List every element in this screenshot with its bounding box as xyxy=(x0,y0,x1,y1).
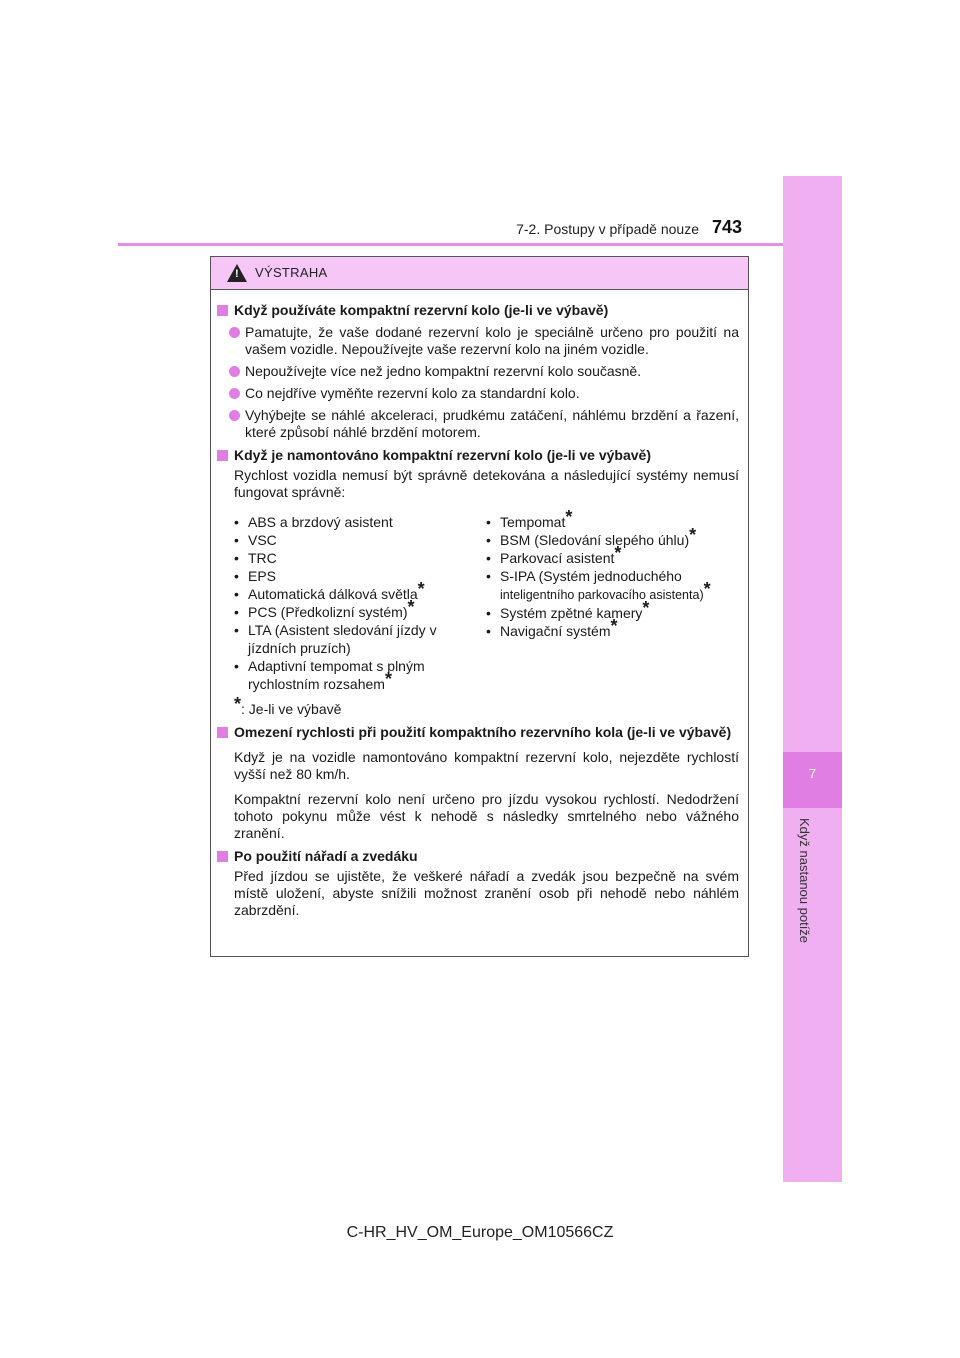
list-item: • S-IPA (Systém jednoduchého inteligentního parkovacího asistenta)* xyxy=(486,567,738,604)
paragraph: Když je na vozidle namontováno kompaktní rezervní kolo, nejezděte rychlostí vyšší než 80 km/h. xyxy=(234,749,739,782)
circle-bullet-icon xyxy=(229,366,240,377)
system-list xyxy=(234,507,739,693)
page-number: 743 xyxy=(712,217,743,237)
footnote: *: Je-li ve výbavě xyxy=(234,694,342,717)
chapter-side-tab xyxy=(783,176,842,1182)
list-item: Co nejdříve vyměňte rezervní kolo za standardní kolo. xyxy=(229,385,739,402)
warning-title: VÝSTRAHA xyxy=(255,265,328,280)
list-item: • Systém zpětné kamery* xyxy=(486,604,738,622)
warning-header xyxy=(211,257,748,290)
circle-bullet-icon xyxy=(229,327,240,338)
list-item: • Parkovací asistent* xyxy=(486,549,738,567)
square-bullet-icon xyxy=(217,305,228,316)
square-bullet-icon xyxy=(217,450,228,461)
list-item: • TRC xyxy=(234,549,486,567)
paragraph: Před jízdou se ujistěte, že veškeré nářadí a zvedák jsou bezpečně na svém místě uložení, abyste snížili možnost zranění osob při nehodě nebo náhlém zabrzdění. xyxy=(234,868,739,918)
warning-triangle-icon: ! xyxy=(227,264,247,282)
list-item: • EPS xyxy=(234,567,486,585)
list-item: Vyhýbejte se náhlé akceleraci, prudkému zatáčení, náhlému brzdění a řazení, které způsobí náhlé brzdění motorem. xyxy=(229,407,739,441)
section-heading: Když je namontováno kompaktní rezervní kolo (je-li ve výbavě) xyxy=(217,447,739,464)
section-title: 7-2. Postupy v případě nouze xyxy=(516,221,699,237)
list-item: • LTA (Asistent sledování jízdy v jízdních pruzích) xyxy=(234,621,486,657)
list-item: Pamatujte, že vaše dodané rezervní kolo je speciálně určeno pro použití na vašem vozidle. Nepoužívejte vaše rezervní kolo na jiném vozidle. xyxy=(229,324,739,358)
list-item: • Automatická dálková světla* xyxy=(234,585,486,603)
warning-box xyxy=(210,256,749,957)
list-item: • ABS a brzdový asistent xyxy=(234,513,486,531)
list-item: • PCS (Předkolizní systém)* xyxy=(234,603,486,621)
system-list-right xyxy=(486,507,738,693)
section-heading: Omezení rychlosti při použití kompaktního rezervního kola (je-li ve výbavě) xyxy=(217,724,739,741)
list-item: Nepoužívejte více než jedno kompaktní rezervní kolo současně. xyxy=(229,363,739,380)
warning-content xyxy=(211,290,748,919)
chapter-number: 7 xyxy=(808,766,817,781)
list-item: • Adaptivní tempomat s plným rychlostním rozsahem* xyxy=(234,657,486,693)
header-divider xyxy=(118,243,783,246)
circle-bullet-icon xyxy=(229,388,240,399)
square-bullet-icon xyxy=(217,727,228,738)
circle-bullet-icon xyxy=(229,410,240,421)
list-item: • Tempomat* xyxy=(486,513,738,531)
chapter-label: Když nastanou potíže xyxy=(797,818,812,944)
paragraph: Kompaktní rezervní kolo není určeno pro jízdu vysokou rychlostí. Nedodržení tohoto pokynu může vést k nehodě s následky smrtelného nebo vážného zranění. xyxy=(234,791,739,841)
system-list-left xyxy=(234,513,486,693)
list-item: • Navigační systém* xyxy=(486,622,738,640)
list-item: • BSM (Sledování slepého úhlu)* xyxy=(486,531,738,549)
list-item: • VSC xyxy=(234,531,486,549)
document-footer: C-HR_HV_OM_Europe_OM10566CZ xyxy=(346,1224,614,1241)
section-heading: Po použití nářadí a zvedáku xyxy=(217,848,739,865)
paragraph: Rychlost vozidla nemusí být správně detekována a následující systémy nemusí fungovat správně: xyxy=(234,467,739,500)
section-heading: Když používáte kompaktní rezervní kolo (je-li ve výbavě) xyxy=(217,302,739,319)
square-bullet-icon xyxy=(217,851,228,862)
